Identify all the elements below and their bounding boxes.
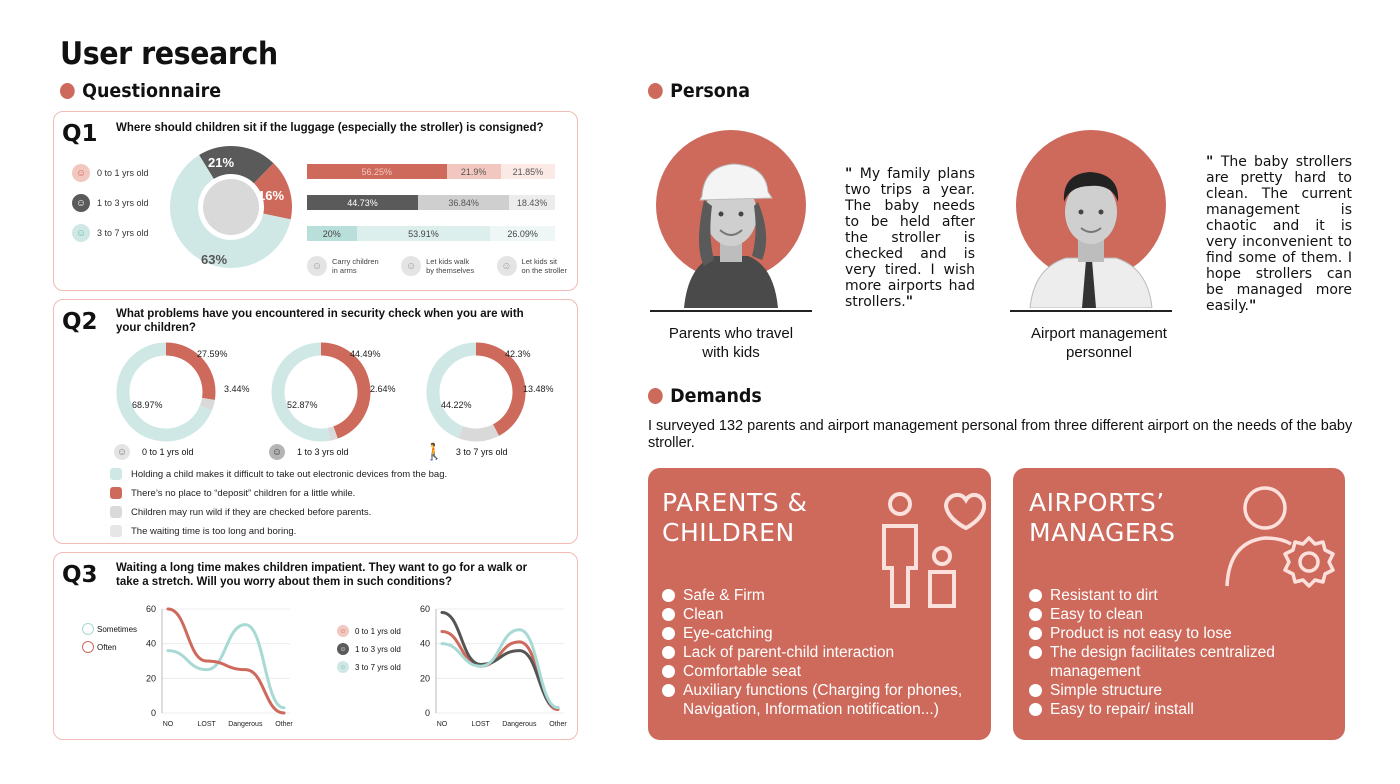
legend-item xyxy=(337,643,401,655)
close-quote-icon: " xyxy=(1249,298,1257,314)
toddler-icon: ☺ xyxy=(337,643,349,655)
persona-heading xyxy=(648,80,750,102)
toddler-icon: ☺ xyxy=(72,194,90,212)
demand-item: The design facilitates centralized management xyxy=(1029,643,1339,681)
open-quote-icon: " xyxy=(1206,154,1221,170)
q2-captions xyxy=(114,442,574,462)
q2-card xyxy=(53,299,578,544)
legend-swatch xyxy=(110,506,122,518)
x-tick-label: LOST xyxy=(197,721,216,728)
legend-swatch xyxy=(110,468,122,480)
q2-legend-text: Holding a child makes it difficult to take out electronic devices from the bag. xyxy=(131,468,448,480)
legend-label: 0 to 1 yrs old xyxy=(97,168,149,178)
q1-bar-row xyxy=(307,226,555,241)
bar-legend-item xyxy=(497,256,567,276)
child-icon: 🚶 xyxy=(424,444,444,461)
q2-label: 13.48% xyxy=(523,384,554,394)
q1-card xyxy=(53,111,578,291)
bar-legend-label: Carry children xyxy=(332,257,379,266)
q1-slice-label: 16% xyxy=(257,188,285,203)
bar-legend-item xyxy=(401,256,474,276)
q2-legend-text: Children may run wild if they are checked before parents. xyxy=(131,506,372,518)
parents-children-list xyxy=(662,586,987,719)
q3-question xyxy=(116,561,527,589)
quote-text: The baby strollers are pretty hard to clean. The current management is chaotic and it is very inconvenient to find some of them. I hope strollers can be managed more easily. xyxy=(1206,154,1352,314)
persona-label-line: personnel xyxy=(1066,344,1132,361)
q3-left-legend xyxy=(82,623,137,653)
q2-question xyxy=(116,307,524,335)
bullet-dot xyxy=(648,83,663,99)
x-tick-label: NO xyxy=(162,721,174,728)
legend-swatch xyxy=(110,525,122,537)
q2-legend-text: The waiting time is too long and boring. xyxy=(131,525,297,537)
x-tick-label: Other xyxy=(549,721,567,728)
demand-item: Easy to clean xyxy=(1029,605,1339,624)
card-title-line: AIRPORTS’ xyxy=(1029,488,1165,517)
legend-label: 3 to 7 yrs old xyxy=(355,662,401,672)
persona-1-label xyxy=(648,324,814,362)
q2-question-line: your children? xyxy=(116,322,196,334)
demand-item: Auxiliary functions (Charging for phones, Navigation, Information notification...) xyxy=(662,681,987,719)
persona-2-quote xyxy=(1206,154,1352,314)
q3-right-legend xyxy=(337,625,401,673)
quote-text: My family plans two trips a year. The baby needs to be held after the stroller is checked and is very tired. I wish more airports had strollers. xyxy=(845,166,975,310)
demand-item: Safe & Firm xyxy=(662,586,987,605)
card-title xyxy=(662,488,808,548)
bar-legend-label: in arms xyxy=(332,266,357,275)
legend-label: 1 to 3 yrs old xyxy=(97,198,149,208)
q3-question-line: take a stretch. Will you worry about them in such conditions? xyxy=(116,576,452,588)
q2-donut-slice xyxy=(476,349,519,430)
persona-label-line: Airport management xyxy=(1031,325,1167,342)
y-tick-label: 60 xyxy=(145,604,156,614)
q2-label: 44.49% xyxy=(350,349,381,359)
baby-icon: ☺ xyxy=(72,164,90,182)
donut-center xyxy=(203,179,259,235)
child-icon: ☺ xyxy=(72,224,90,242)
legend-swatch xyxy=(82,641,94,653)
parents-children-card xyxy=(648,468,991,740)
bar-segment: 56.25% xyxy=(307,164,447,179)
q1-bar-row xyxy=(307,164,555,179)
legend-item xyxy=(72,194,149,212)
y-tick-label: 0 xyxy=(424,708,430,718)
card-title-line: PARENTS & xyxy=(662,488,808,517)
q2-caption xyxy=(269,442,424,462)
demand-item: Simple structure xyxy=(1029,681,1339,700)
series-line xyxy=(168,609,284,713)
q2-donut-slice xyxy=(206,399,208,408)
q2-label: 3.44% xyxy=(224,384,250,394)
walk-icon: ☺ xyxy=(401,256,421,276)
demand-item: Product is not easy to lose xyxy=(1029,624,1339,643)
open-quote-icon: " xyxy=(845,166,860,182)
x-tick-label: Dangerous xyxy=(228,721,263,728)
demands-label: Demands xyxy=(670,385,762,407)
q2-label: 68.97% xyxy=(132,400,163,410)
card-title xyxy=(1029,488,1175,548)
portrait-baseline xyxy=(1010,310,1172,312)
demands-intro: I surveyed 132 parents and airport management personal from three different airport on the needs of the baby stroller. xyxy=(648,418,1353,451)
demand-item: Easy to repair/ install xyxy=(1029,700,1339,719)
q2-legend-item xyxy=(110,487,447,499)
persona-label-line: Parents who travel xyxy=(668,325,794,342)
q2-label: Q2 xyxy=(62,309,98,335)
persona-label-line: with kids xyxy=(702,344,760,361)
toddler-icon: ☺ xyxy=(269,444,285,460)
bullet-dot xyxy=(648,388,663,404)
bar-segment: 26.09% xyxy=(490,226,555,241)
q1-bars xyxy=(307,164,555,241)
carry-icon: ☺ xyxy=(307,256,327,276)
series-line xyxy=(442,630,558,708)
q2-caption-label: 1 to 3 yrs old xyxy=(297,447,349,457)
legend-label: 1 to 3 yrs old xyxy=(355,644,401,654)
bar-legend-label: on the stroller xyxy=(521,266,567,275)
bar-segment: 44.73% xyxy=(307,195,418,210)
series-line xyxy=(442,612,558,707)
bar-segment: 18.43% xyxy=(509,195,555,210)
q3-question-line: Waiting a long time makes children impatient. They want to go for a walk or xyxy=(116,562,528,574)
q2-label: 44.22% xyxy=(441,400,472,410)
q1-age-legend xyxy=(72,164,149,242)
manager-gear-icon xyxy=(1221,482,1341,592)
x-tick-label: NO xyxy=(436,721,448,728)
q1-slice-label: 63% xyxy=(200,252,228,267)
q3-card xyxy=(53,552,578,740)
persona-1-portrait xyxy=(656,128,806,312)
bar-legend-label: by themselves xyxy=(426,266,475,275)
x-tick-label: Other xyxy=(275,721,293,728)
demand-item: Comfortable seat xyxy=(662,662,987,681)
portrait-baseline xyxy=(650,310,812,312)
demand-item: Resistant to dirt xyxy=(1029,586,1339,605)
bullet-dot xyxy=(60,83,75,99)
q2-legend-item xyxy=(110,468,447,480)
legend-swatch xyxy=(82,623,94,635)
bar-segment: 21.85% xyxy=(501,164,555,179)
airport-managers-card xyxy=(1013,468,1345,740)
manager-portrait-image xyxy=(1026,152,1156,308)
stroller-icon: ☺ xyxy=(497,256,517,276)
q1-question: Where should children sit if the luggage (especially the stroller) is consigned? xyxy=(116,122,544,134)
bar-segment: 36.84% xyxy=(418,195,509,210)
legend-item xyxy=(82,623,137,635)
q3-chart-left xyxy=(140,601,300,735)
q1-label: Q1 xyxy=(62,121,98,147)
legend-item xyxy=(337,625,401,637)
child-icon: ☺ xyxy=(337,661,349,673)
q3-chart-right xyxy=(414,601,574,735)
baby-icon: ☺ xyxy=(337,625,349,637)
legend-swatch xyxy=(110,487,122,499)
q2-donut-slice xyxy=(321,349,364,432)
persona-label: Persona xyxy=(670,80,751,102)
legend-item xyxy=(337,661,401,673)
bar-legend-label: Let kids walk xyxy=(426,257,470,266)
close-quote-icon: " xyxy=(905,294,913,310)
questionnaire-heading xyxy=(60,80,221,102)
card-title-line: MANAGERS xyxy=(1029,518,1176,547)
y-tick-label: 60 xyxy=(419,604,430,614)
legend-item xyxy=(72,224,149,242)
bar-segment: 20% xyxy=(307,226,357,241)
legend-label: 0 to 1 yrs old xyxy=(355,626,401,636)
x-tick-label: Dangerous xyxy=(502,721,537,728)
q2-donut-slice xyxy=(433,349,476,432)
legend-item xyxy=(82,641,137,653)
q2-caption xyxy=(424,442,574,462)
q2-donut-slice xyxy=(278,349,329,435)
persona-2-portrait xyxy=(1016,128,1166,312)
bar-legend-item xyxy=(307,256,379,276)
questionnaire-label: Questionnaire xyxy=(82,80,222,102)
q2-label: 27.59% xyxy=(197,349,228,359)
q2-label: 42.3% xyxy=(505,349,531,359)
q1-donut-chart xyxy=(166,142,296,272)
airport-managers-list xyxy=(1029,586,1339,719)
bar-segment: 21.9% xyxy=(447,164,501,179)
q2-legend-item xyxy=(110,506,447,518)
bar-segment: 53.91% xyxy=(357,226,491,241)
persona-1-quote xyxy=(845,166,975,310)
demand-item: Eye-catching xyxy=(662,624,987,643)
baby-icon: ☺ xyxy=(114,444,130,460)
y-tick-label: 20 xyxy=(419,673,430,684)
legend-label: Often xyxy=(97,642,117,652)
q2-legend-item xyxy=(110,525,447,537)
q2-caption-label: 3 to 7 yrs old xyxy=(455,447,508,457)
q2-label: 52.87% xyxy=(287,400,318,410)
demand-item: Lack of parent-child interaction xyxy=(662,643,987,662)
x-tick-label: LOST xyxy=(471,721,490,728)
q3-label: Q3 xyxy=(62,562,98,588)
q2-label: 2.64% xyxy=(370,384,396,394)
q2-legend xyxy=(110,468,447,537)
q2-donut-slice xyxy=(329,432,336,434)
persona-2-label xyxy=(1006,324,1192,362)
legend-label: 3 to 7 yrs old xyxy=(97,228,149,238)
y-tick-label: 40 xyxy=(419,638,430,649)
demand-item: Clean xyxy=(662,605,987,624)
y-tick-label: 0 xyxy=(150,708,156,718)
q2-donut-slice xyxy=(461,430,496,435)
legend-item xyxy=(72,164,149,182)
q1-bar-legend xyxy=(307,256,567,276)
legend-label: Sometimes xyxy=(97,624,138,634)
y-tick-label: 40 xyxy=(145,638,156,649)
bar-legend-label: Let kids sit xyxy=(521,257,557,266)
parent-portrait-image xyxy=(674,156,788,308)
q2-caption xyxy=(114,442,269,462)
q2-legend-text: There’s no place to “deposit” children for a little while. xyxy=(131,487,356,499)
q2-question-line: What problems have you encountered in security check when you are with xyxy=(116,308,524,320)
y-tick-label: 20 xyxy=(145,673,156,684)
q2-caption-label: 0 to 1 yrs old xyxy=(142,447,194,457)
q1-bar-row xyxy=(307,195,555,210)
demands-heading xyxy=(648,385,762,407)
page-title: User research xyxy=(60,36,278,72)
q1-slice-label: 21% xyxy=(207,155,235,170)
card-title-line: CHILDREN xyxy=(662,518,795,547)
